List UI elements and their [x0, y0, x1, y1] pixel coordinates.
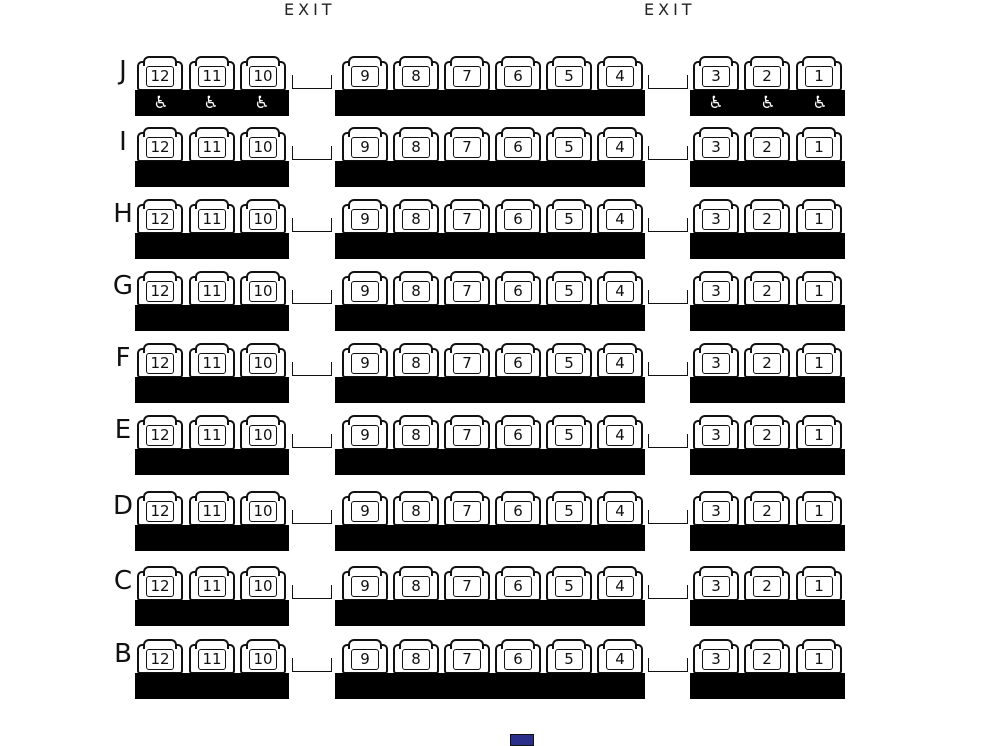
- seat-number: 11: [198, 425, 226, 446]
- seat-number: 4: [606, 425, 634, 446]
- seat-number: 4: [606, 501, 634, 522]
- seat-b-3[interactable]: [693, 644, 739, 674]
- seat-number: 5: [555, 209, 583, 230]
- seat-h-1[interactable]: [796, 204, 842, 234]
- seat-e-5[interactable]: [546, 420, 592, 450]
- seat-number: 12: [146, 353, 174, 374]
- bar-center: [335, 161, 645, 187]
- seat-number: 1: [805, 281, 833, 302]
- seat-g-9[interactable]: [342, 276, 388, 306]
- seat-c-5[interactable]: [546, 571, 592, 601]
- seat-i-2[interactable]: [744, 132, 790, 162]
- seat-number: 2: [753, 425, 781, 446]
- seat-c-2[interactable]: [744, 571, 790, 601]
- seat-b-8[interactable]: [393, 644, 439, 674]
- seat-f-1[interactable]: [796, 348, 842, 378]
- seat-number: 6: [504, 425, 532, 446]
- seat-g-1[interactable]: [796, 276, 842, 306]
- seat-h-3[interactable]: [693, 204, 739, 234]
- seat-f-10[interactable]: [240, 348, 286, 378]
- row-label: H: [113, 199, 133, 229]
- seat-number: 6: [504, 353, 532, 374]
- bar-center: [335, 525, 645, 551]
- aisle-gap: [292, 290, 332, 304]
- seat-j-6[interactable]: [495, 61, 541, 91]
- seat-row-h: [0, 196, 1008, 266]
- row-label: I: [119, 127, 127, 157]
- seat-b-12[interactable]: [137, 644, 183, 674]
- seat-d-11[interactable]: [189, 496, 235, 526]
- seat-number: 7: [453, 425, 481, 446]
- seat-number: 3: [702, 137, 730, 158]
- wheelchair-icon: ♿: [812, 93, 828, 113]
- seat-number: 10: [249, 649, 277, 670]
- seat-c-8[interactable]: [393, 571, 439, 601]
- seat-number: 2: [753, 66, 781, 87]
- aisle-gap: [648, 75, 688, 89]
- seat-c-3[interactable]: [693, 571, 739, 601]
- seat-number: 11: [198, 501, 226, 522]
- seat-i-6[interactable]: [495, 132, 541, 162]
- seat-c-11[interactable]: [189, 571, 235, 601]
- seat-number: 1: [805, 501, 833, 522]
- aisle-gap: [648, 218, 688, 232]
- seat-h-2[interactable]: [744, 204, 790, 234]
- seat-b-4[interactable]: [597, 644, 643, 674]
- seat-h-8[interactable]: [393, 204, 439, 234]
- seat-number: 7: [453, 501, 481, 522]
- seat-b-5[interactable]: [546, 644, 592, 674]
- aisle-gap: [292, 218, 332, 232]
- seat-g-12[interactable]: [137, 276, 183, 306]
- seat-j-5[interactable]: [546, 61, 592, 91]
- seat-i-11[interactable]: [189, 132, 235, 162]
- seat-row-b: [0, 636, 1008, 706]
- seat-number: 6: [504, 281, 532, 302]
- row-label: F: [115, 343, 131, 373]
- seat-number: 8: [402, 576, 430, 597]
- seat-f-3[interactable]: [693, 348, 739, 378]
- seat-g-3[interactable]: [693, 276, 739, 306]
- bar-right: [690, 673, 845, 699]
- seat-number: 10: [249, 281, 277, 302]
- seat-number: 10: [249, 66, 277, 87]
- seat-e-4[interactable]: [597, 420, 643, 450]
- seat-j-1[interactable]: [796, 61, 842, 91]
- aisle-gap: [648, 510, 688, 524]
- seat-number: 3: [702, 353, 730, 374]
- row-label: B: [114, 639, 132, 669]
- seat-number: 6: [504, 209, 532, 230]
- bar-right: [690, 161, 845, 187]
- seat-number: 11: [198, 576, 226, 597]
- seat-number: 6: [504, 66, 532, 87]
- seat-number: 8: [402, 66, 430, 87]
- seat-number: 6: [504, 137, 532, 158]
- row-label: J: [119, 56, 127, 86]
- row-label: G: [112, 271, 134, 301]
- seat-number: 5: [555, 353, 583, 374]
- row-label: D: [112, 491, 134, 521]
- seat-number: 8: [402, 353, 430, 374]
- seat-number: 3: [702, 425, 730, 446]
- seat-d-2[interactable]: [744, 496, 790, 526]
- seat-number: 3: [702, 501, 730, 522]
- aisle-gap: [648, 290, 688, 304]
- legend-swatch: [510, 734, 534, 746]
- wheelchair-icon: ♿: [708, 93, 724, 113]
- seat-b-2[interactable]: [744, 644, 790, 674]
- seat-c-10[interactable]: [240, 571, 286, 601]
- row-label: E: [114, 415, 132, 445]
- seat-number: 10: [249, 353, 277, 374]
- seat-j-7[interactable]: [444, 61, 490, 91]
- seat-row-g: [0, 268, 1008, 338]
- seat-h-5[interactable]: [546, 204, 592, 234]
- seat-number: 9: [351, 425, 379, 446]
- seat-number: 4: [606, 209, 634, 230]
- seat-number: 12: [146, 501, 174, 522]
- seat-number: 12: [146, 576, 174, 597]
- seat-number: 12: [146, 281, 174, 302]
- seat-d-7[interactable]: [444, 496, 490, 526]
- seat-number: 4: [606, 353, 634, 374]
- seat-i-9[interactable]: [342, 132, 388, 162]
- bar-left: [135, 305, 289, 331]
- seat-g-2[interactable]: [744, 276, 790, 306]
- seat-b-9[interactable]: [342, 644, 388, 674]
- seat-number: 1: [805, 353, 833, 374]
- aisle-gap: [648, 146, 688, 160]
- seat-i-10[interactable]: [240, 132, 286, 162]
- bar-left: [135, 449, 289, 475]
- bar-center: [335, 233, 645, 259]
- seat-number: 4: [606, 137, 634, 158]
- bar-center: [335, 377, 645, 403]
- seat-j-9[interactable]: [342, 61, 388, 91]
- seat-h-11[interactable]: [189, 204, 235, 234]
- seat-number: 3: [702, 649, 730, 670]
- seat-g-4[interactable]: [597, 276, 643, 306]
- aisle-gap: [292, 658, 332, 672]
- seat-number: 11: [198, 209, 226, 230]
- seat-number: 10: [249, 425, 277, 446]
- bar-right: [690, 449, 845, 475]
- seat-number: 9: [351, 576, 379, 597]
- seat-number: 4: [606, 576, 634, 597]
- seat-d-12[interactable]: [137, 496, 183, 526]
- aisle-gap: [648, 362, 688, 376]
- seat-row-d: [0, 488, 1008, 558]
- seat-number: 6: [504, 649, 532, 670]
- seat-row-e: [0, 412, 1008, 482]
- seat-c-4[interactable]: [597, 571, 643, 601]
- seat-d-4[interactable]: [597, 496, 643, 526]
- seat-c-9[interactable]: [342, 571, 388, 601]
- seat-number: 12: [146, 649, 174, 670]
- seat-b-10[interactable]: [240, 644, 286, 674]
- seat-number: 2: [753, 353, 781, 374]
- seat-h-10[interactable]: [240, 204, 286, 234]
- seat-e-3[interactable]: [693, 420, 739, 450]
- seat-e-6[interactable]: [495, 420, 541, 450]
- bar-right: [690, 525, 845, 551]
- seat-row-i: [0, 124, 1008, 194]
- seat-b-1[interactable]: [796, 644, 842, 674]
- seat-b-11[interactable]: [189, 644, 235, 674]
- bar-left: [135, 600, 289, 626]
- seat-f-2[interactable]: [744, 348, 790, 378]
- seat-number: 8: [402, 649, 430, 670]
- bar-left: [135, 161, 289, 187]
- seat-i-8[interactable]: [393, 132, 439, 162]
- seat-number: 7: [453, 353, 481, 374]
- seat-i-12[interactable]: [137, 132, 183, 162]
- seat-number: 1: [805, 649, 833, 670]
- exit-label-left: EXIT: [284, 0, 336, 19]
- seat-number: 1: [805, 137, 833, 158]
- seat-f-8[interactable]: [393, 348, 439, 378]
- bar-left: [135, 377, 289, 403]
- seat-c-12[interactable]: [137, 571, 183, 601]
- seat-number: 6: [504, 501, 532, 522]
- bar-center: [335, 305, 645, 331]
- seat-i-4[interactable]: [597, 132, 643, 162]
- wheelchair-icon: ♿: [203, 93, 219, 113]
- seat-i-3[interactable]: [693, 132, 739, 162]
- seat-number: 5: [555, 501, 583, 522]
- seat-number: 9: [351, 353, 379, 374]
- bar-center: [335, 449, 645, 475]
- seat-number: 8: [402, 425, 430, 446]
- seat-e-7[interactable]: [444, 420, 490, 450]
- seat-number: 3: [702, 281, 730, 302]
- seat-g-5[interactable]: [546, 276, 592, 306]
- bar-left: [135, 90, 289, 116]
- seat-number: 8: [402, 137, 430, 158]
- seat-number: 11: [198, 649, 226, 670]
- seat-d-9[interactable]: [342, 496, 388, 526]
- seat-f-4[interactable]: [597, 348, 643, 378]
- seat-c-1[interactable]: [796, 571, 842, 601]
- seat-number: 5: [555, 137, 583, 158]
- seat-e-1[interactable]: [796, 420, 842, 450]
- seat-number: 8: [402, 209, 430, 230]
- seat-j-4[interactable]: [597, 61, 643, 91]
- seat-number: 3: [702, 66, 730, 87]
- seat-e-2[interactable]: [744, 420, 790, 450]
- seat-f-7[interactable]: [444, 348, 490, 378]
- seat-number: 11: [198, 66, 226, 87]
- seat-number: 10: [249, 576, 277, 597]
- seat-g-8[interactable]: [393, 276, 439, 306]
- seat-number: 11: [198, 281, 226, 302]
- seat-number: 7: [453, 209, 481, 230]
- aisle-gap: [648, 658, 688, 672]
- seat-number: 12: [146, 425, 174, 446]
- seat-g-6[interactable]: [495, 276, 541, 306]
- seat-d-6[interactable]: [495, 496, 541, 526]
- seat-row-j: [0, 53, 1008, 123]
- aisle-gap: [648, 434, 688, 448]
- bar-center: [335, 600, 645, 626]
- seat-d-1[interactable]: [796, 496, 842, 526]
- seat-number: 7: [453, 137, 481, 158]
- seat-number: 3: [702, 576, 730, 597]
- seat-j-2[interactable]: [744, 61, 790, 91]
- seat-b-7[interactable]: [444, 644, 490, 674]
- row-label: C: [113, 566, 133, 596]
- bar-right: [690, 233, 845, 259]
- bar-left: [135, 525, 289, 551]
- seat-number: 2: [753, 281, 781, 302]
- seat-number: 10: [249, 501, 277, 522]
- bar-right: [690, 305, 845, 331]
- aisle-gap: [648, 585, 688, 599]
- seat-number: 10: [249, 209, 277, 230]
- seat-number: 1: [805, 425, 833, 446]
- seat-e-8[interactable]: [393, 420, 439, 450]
- bar-right: [690, 377, 845, 403]
- seat-number: 10: [249, 137, 277, 158]
- seat-number: 4: [606, 66, 634, 87]
- aisle-gap: [292, 362, 332, 376]
- seat-h-7[interactable]: [444, 204, 490, 234]
- seat-number: 9: [351, 501, 379, 522]
- seat-row-f: [0, 340, 1008, 410]
- seat-number: 2: [753, 501, 781, 522]
- seat-e-9[interactable]: [342, 420, 388, 450]
- seat-number: 9: [351, 66, 379, 87]
- wheelchair-icon: ♿: [254, 93, 270, 113]
- seat-f-5[interactable]: [546, 348, 592, 378]
- seat-number: 8: [402, 501, 430, 522]
- seat-number: 11: [198, 137, 226, 158]
- seat-number: 12: [146, 209, 174, 230]
- seat-d-3[interactable]: [693, 496, 739, 526]
- seat-f-11[interactable]: [189, 348, 235, 378]
- seat-number: 4: [606, 649, 634, 670]
- seat-number: 9: [351, 649, 379, 670]
- aisle-gap: [292, 75, 332, 89]
- seat-number: 7: [453, 649, 481, 670]
- seat-number: 12: [146, 137, 174, 158]
- wheelchair-icon: ♿: [153, 93, 169, 113]
- seat-j-11[interactable]: [189, 61, 235, 91]
- seat-g-10[interactable]: [240, 276, 286, 306]
- seat-number: 6: [504, 576, 532, 597]
- seat-j-12[interactable]: [137, 61, 183, 91]
- seat-i-1[interactable]: [796, 132, 842, 162]
- bar-center: [335, 90, 645, 116]
- aisle-gap: [292, 510, 332, 524]
- bar-left: [135, 673, 289, 699]
- bar-right: [690, 90, 845, 116]
- seat-h-12[interactable]: [137, 204, 183, 234]
- seat-e-10[interactable]: [240, 420, 286, 450]
- seat-d-5[interactable]: [546, 496, 592, 526]
- bar-left: [135, 233, 289, 259]
- seat-number: 2: [753, 649, 781, 670]
- seat-number: 9: [351, 209, 379, 230]
- bar-right: [690, 600, 845, 626]
- seat-d-10[interactable]: [240, 496, 286, 526]
- seat-number: 5: [555, 576, 583, 597]
- seat-number: 2: [753, 137, 781, 158]
- aisle-gap: [292, 434, 332, 448]
- seat-number: 7: [453, 281, 481, 302]
- seat-c-6[interactable]: [495, 571, 541, 601]
- bar-center: [335, 673, 645, 699]
- seat-h-6[interactable]: [495, 204, 541, 234]
- seat-f-12[interactable]: [137, 348, 183, 378]
- seat-number: 3: [702, 209, 730, 230]
- seat-number: 4: [606, 281, 634, 302]
- seat-j-10[interactable]: [240, 61, 286, 91]
- seat-i-5[interactable]: [546, 132, 592, 162]
- seat-number: 11: [198, 353, 226, 374]
- seat-number: 1: [805, 66, 833, 87]
- seat-i-7[interactable]: [444, 132, 490, 162]
- aisle-gap: [292, 585, 332, 599]
- seat-number: 8: [402, 281, 430, 302]
- seat-j-8[interactable]: [393, 61, 439, 91]
- seat-number: 12: [146, 66, 174, 87]
- seat-number: 9: [351, 137, 379, 158]
- seat-j-3[interactable]: [693, 61, 739, 91]
- seat-number: 7: [453, 66, 481, 87]
- seat-e-11[interactable]: [189, 420, 235, 450]
- seat-h-9[interactable]: [342, 204, 388, 234]
- seat-row-c: [0, 563, 1008, 633]
- seat-f-9[interactable]: [342, 348, 388, 378]
- seat-c-7[interactable]: [444, 571, 490, 601]
- seat-number: 7: [453, 576, 481, 597]
- seat-b-6[interactable]: [495, 644, 541, 674]
- seat-number: 5: [555, 281, 583, 302]
- seat-number: 5: [555, 425, 583, 446]
- seat-g-7[interactable]: [444, 276, 490, 306]
- seat-f-6[interactable]: [495, 348, 541, 378]
- seat-e-12[interactable]: [137, 420, 183, 450]
- seat-number: 1: [805, 576, 833, 597]
- seat-g-11[interactable]: [189, 276, 235, 306]
- seat-number: 2: [753, 576, 781, 597]
- seat-number: 9: [351, 281, 379, 302]
- wheelchair-icon: ♿: [760, 93, 776, 113]
- seat-number: 5: [555, 66, 583, 87]
- seat-number: 2: [753, 209, 781, 230]
- exit-label-right: EXIT: [644, 0, 696, 19]
- seat-number: 1: [805, 209, 833, 230]
- seat-number: 5: [555, 649, 583, 670]
- seat-d-8[interactable]: [393, 496, 439, 526]
- aisle-gap: [292, 146, 332, 160]
- seat-h-4[interactable]: [597, 204, 643, 234]
